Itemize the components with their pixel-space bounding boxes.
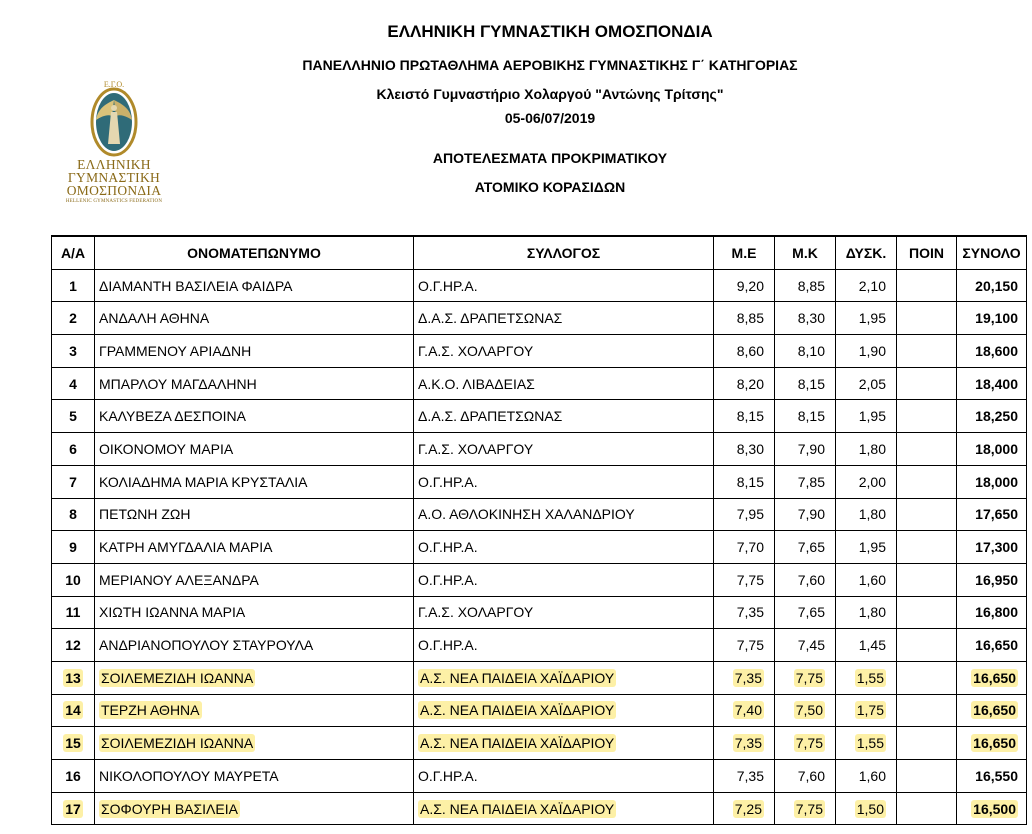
cell-me: [714, 498, 775, 531]
cell-poin-text: [942, 701, 946, 719]
cell-club: [414, 465, 714, 498]
cell-dysk: [836, 629, 897, 662]
cell-name-text: ΠΕΤΩΝΗ ΖΩΗ: [99, 506, 191, 523]
cell-me-text: 7,35: [734, 669, 762, 686]
cell-me: [714, 367, 775, 400]
cell-me: [714, 335, 775, 368]
cell-total-text: 20,150: [975, 277, 1018, 294]
cell-aa: [52, 661, 95, 694]
cell-dysk-text: 1,95: [858, 539, 886, 556]
cell-aa: [52, 531, 95, 564]
logo-line-2: ΓΥΜΝΑΣΤΙΚΗ: [67, 170, 161, 185]
cell-club: [414, 367, 714, 400]
cell-poin: [897, 629, 957, 662]
cell-me-text: 7,75: [736, 637, 764, 654]
cell-mk: [775, 629, 836, 662]
cell-dysk-text: 1,95: [858, 310, 886, 327]
cell-poin-text: [942, 734, 946, 752]
cell-total-text: 16,500: [973, 800, 1016, 817]
cell-aa-text: 10: [65, 571, 81, 588]
cell-dysk-text: 1,60: [858, 571, 886, 588]
cell-me-text: 7,75: [736, 571, 764, 588]
logo-top-text: Ε.Γ.Ο.: [103, 80, 125, 89]
cell-aa-text: 1: [69, 277, 77, 294]
cell-mk-text: 7,65: [797, 604, 825, 621]
cell-club: [414, 760, 714, 793]
cell-me-text: 7,25: [734, 800, 762, 817]
cell-dysk-text: 2,05: [858, 375, 886, 392]
col-header-mk: Μ.Κ: [775, 236, 836, 269]
cell-mk-text: 7,50: [795, 702, 823, 719]
cell-poin: [897, 596, 957, 629]
cell-poin: [897, 302, 957, 335]
cell-aa-text: 3: [69, 342, 77, 359]
cell-total-text: 17,650: [975, 506, 1018, 523]
cell-club-text: Α.Σ. ΝΕΑ ΠΑΙΔΕΙΑ ΧΑΪΔΑΡΙΟΥ: [420, 669, 615, 686]
table-row: [52, 367, 1027, 400]
cell-name: [95, 367, 414, 400]
cell-total-text: 16,650: [973, 735, 1016, 752]
cell-poin: [897, 335, 957, 368]
cell-club: [414, 269, 714, 302]
cell-total: [957, 367, 1027, 400]
cell-club: [414, 563, 714, 596]
cell-name-text: ΚΟΛΙΑΔΗΜΑ ΜΑΡΙΑ ΚΡΥΣΤΑΛΙΑ: [99, 473, 308, 490]
cell-dysk: [836, 335, 897, 368]
cell-total: [957, 335, 1027, 368]
cell-poin: [897, 563, 957, 596]
cell-poin: [897, 727, 957, 760]
cell-me: [714, 694, 775, 727]
cell-me: [714, 792, 775, 825]
cell-aa-text: 9: [69, 539, 77, 556]
cell-mk-text: 7,75: [795, 735, 823, 752]
cell-me: [714, 433, 775, 466]
cell-mk-text: 7,60: [797, 767, 825, 784]
cell-name-text: ΓΡΑΜΜΕΝΟΥ ΑΡΙΑΔΝΗ: [99, 342, 252, 359]
cell-me-text: 8,85: [736, 310, 764, 327]
cell-total-text: 19,100: [975, 310, 1018, 327]
cell-club-text: Γ.Α.Σ. ΧΟΛΑΡΓΟΥ: [418, 440, 534, 457]
cell-club: [414, 792, 714, 825]
cell-total: [957, 694, 1027, 727]
cell-total-text: 16,650: [973, 702, 1016, 719]
cell-name: [95, 302, 414, 335]
cell-name-text: ΣΟΙΛΕΜΕΖΙΔΗ ΙΩΑΝΝΑ: [101, 669, 254, 686]
cell-dysk-text: 2,10: [858, 277, 886, 294]
cell-aa-text: 6: [69, 440, 77, 457]
cell-total: [957, 433, 1027, 466]
cell-dysk: [836, 694, 897, 727]
cell-dysk: [836, 400, 897, 433]
cell-dysk-text: 1,55: [856, 669, 884, 686]
cell-club: [414, 302, 714, 335]
table-row: [52, 694, 1027, 727]
cell-dysk: [836, 596, 897, 629]
table-row: [52, 596, 1027, 629]
cell-club-text: Α.Σ. ΝΕΑ ΠΑΙΔΕΙΑ ΧΑΪΔΑΡΙΟΥ: [420, 735, 615, 752]
cell-club-text: Ο.Γ.ΗΡ.Α.: [418, 637, 478, 654]
cell-total-text: 18,250: [975, 408, 1018, 425]
cell-mk: [775, 433, 836, 466]
cell-dysk: [836, 563, 897, 596]
cell-club-text: Ο.Γ.ΗΡ.Α.: [418, 767, 478, 784]
cell-aa: [52, 596, 95, 629]
cell-club-text: Δ.Α.Σ. ΔΡΑΠΕΤΣΩΝΑΣ: [418, 408, 563, 425]
cell-dysk: [836, 367, 897, 400]
cell-poin: [897, 367, 957, 400]
table-row: [52, 465, 1027, 498]
cell-name-text: ΑΝΔΑΛΗ ΑΘΗΝΑ: [99, 310, 210, 327]
results-table: [51, 235, 1027, 825]
cell-aa-text: 4: [69, 375, 77, 392]
cell-club: [414, 335, 714, 368]
cell-aa: [52, 629, 95, 662]
cell-mk: [775, 465, 836, 498]
cell-me-text: 9,20: [736, 277, 764, 294]
cell-mk: [775, 302, 836, 335]
cell-total: [957, 400, 1027, 433]
cell-name-text: ΔΙΑΜΑΝΤΗ ΒΑΣΙΛΕΙΑ ΦΑΙΔΡΑ: [99, 277, 293, 294]
federation-logo: [62, 78, 166, 208]
cell-aa: [52, 367, 95, 400]
cell-total-text: 16,550: [975, 767, 1018, 784]
cell-me: [714, 596, 775, 629]
cell-total: [957, 629, 1027, 662]
cell-club-text: Ο.Γ.ΗΡ.Α.: [418, 571, 478, 588]
cell-aa-text: 11: [65, 604, 81, 621]
cell-poin: [897, 498, 957, 531]
cell-total-text: 18,000: [975, 473, 1018, 490]
col-header-name: ΟΝΟΜΑΤΕΠΩΝΥΜΟ: [95, 236, 414, 269]
table-row: [52, 792, 1027, 825]
cell-total-text: 16,800: [975, 604, 1018, 621]
results-title: ΑΠΟΤΕΛΕΣΜΑΤΑ ΠΡΟΚΡΙΜΑΤΙΚΟΥ: [432, 150, 668, 166]
logo-line-3: ΟΜΟΣΠΟΝΔΙΑ: [66, 183, 162, 198]
cell-dysk: [836, 792, 897, 825]
cell-poin: [897, 792, 957, 825]
cell-name: [95, 727, 414, 760]
cell-mk: [775, 269, 836, 302]
col-header-me: Μ.Ε: [714, 236, 775, 269]
cell-dysk-text: 1,80: [858, 440, 886, 457]
cell-club: [414, 661, 714, 694]
cell-total: [957, 792, 1027, 825]
cell-me: [714, 661, 775, 694]
cell-poin: [897, 760, 957, 793]
cell-me: [714, 269, 775, 302]
cell-me-text: 8,15: [736, 473, 764, 490]
cell-mk: [775, 661, 836, 694]
cell-poin: [897, 531, 957, 564]
cell-dysk-text: 1,50: [856, 800, 884, 817]
cell-mk-text: 7,85: [797, 473, 825, 490]
cell-me-text: 8,15: [736, 408, 764, 425]
cell-mk-text: 7,90: [797, 440, 825, 457]
cell-poin: [897, 465, 957, 498]
cell-name: [95, 531, 414, 564]
col-header-total: ΣΥΝΟΛΟ: [957, 236, 1027, 269]
cell-name: [95, 498, 414, 531]
cell-dysk-text: 1,45: [858, 637, 886, 654]
cell-mk-text: 7,75: [795, 669, 823, 686]
cell-mk-text: 7,60: [797, 571, 825, 588]
cell-club: [414, 433, 714, 466]
cell-dysk: [836, 727, 897, 760]
col-header-aa: Α/Α: [52, 236, 95, 269]
cell-me: [714, 465, 775, 498]
championship-title: ΠΑΝΕΛΛΗΝΙΟ ΠΡΩΤΑΘΛΗΜΑ ΑΕΡΟΒΙΚΗΣ ΓΥΜΝΑΣΤΙΚΗΣ Γ΄ ΚΑΤΗΓΟΡΙΑΣ: [302, 57, 798, 73]
cell-total-text: 16,650: [975, 637, 1018, 654]
cell-name-text: ΟΙΚΟΝΟΜΟΥ ΜΑΡΙΑ: [99, 440, 234, 457]
cell-aa-text: 2: [69, 310, 77, 327]
cell-poin: [897, 269, 957, 302]
cell-me-text: 7,40: [734, 702, 762, 719]
cell-dysk-text: 1,90: [858, 342, 886, 359]
cell-name-text: ΚΑΤΡΗ ΑΜΥΓΔΑΛΙΑ ΜΑΡΙΑ: [99, 539, 273, 556]
cell-club: [414, 629, 714, 662]
cell-name-text: ΣΟΙΛΕΜΕΖΙΔΗ ΙΩΑΝΝΑ: [101, 735, 254, 752]
cell-poin-text: [942, 800, 946, 818]
cell-me: [714, 302, 775, 335]
cell-club-text: Γ.Α.Σ. ΧΟΛΑΡΓΟΥ: [418, 604, 534, 621]
cell-mk-text: 7,75: [795, 800, 823, 817]
cell-mk-text: 8,30: [797, 310, 825, 327]
cell-me-text: 7,95: [736, 506, 764, 523]
table-row: [52, 760, 1027, 793]
cell-name: [95, 661, 414, 694]
federation-title: ΕΛΛΗΝΙΚΗ ΓΥΜΝΑΣΤΙΚΗ ΟΜΟΣΠΟΝΔΙΑ: [387, 22, 713, 41]
cell-poin-text: [942, 669, 946, 687]
cell-name-text: ΜΕΡΙΑΝΟΥ ΑΛΕΞΑΝΔΡΑ: [99, 571, 259, 588]
event-date: 05-06/07/2019: [504, 110, 596, 126]
cell-total: [957, 465, 1027, 498]
cell-mk: [775, 694, 836, 727]
table-header-row: [52, 236, 1027, 269]
cell-name-text: ΑΝΔΡΙΑΝΟΠΟΥΛΟΥ ΣΤΑΥΡΟΥΛΑ: [99, 637, 314, 654]
cell-aa-text: 16: [65, 767, 81, 784]
cell-me-text: 7,70: [736, 539, 764, 556]
cell-dysk: [836, 760, 897, 793]
cell-name: [95, 596, 414, 629]
cell-dysk-text: 1,80: [858, 506, 886, 523]
cell-dysk: [836, 302, 897, 335]
cell-club: [414, 400, 714, 433]
cell-name: [95, 563, 414, 596]
cell-dysk-text: 1,55: [856, 735, 884, 752]
table-row: [52, 531, 1027, 564]
cell-dysk-text: 1,75: [856, 702, 884, 719]
cell-total: [957, 727, 1027, 760]
cell-aa: [52, 498, 95, 531]
cell-mk-text: 7,65: [797, 539, 825, 556]
cell-me: [714, 760, 775, 793]
cell-club: [414, 727, 714, 760]
cell-club: [414, 531, 714, 564]
cell-mk-text: 8,85: [797, 277, 825, 294]
cell-aa: [52, 465, 95, 498]
cell-club-text: Α.Ο. ΑΘΛΟΚΙΝΗΣΗ ΧΑΛΑΝΔΡΙΟΥ: [418, 506, 635, 523]
cell-mk-text: 7,90: [797, 506, 825, 523]
cell-dysk: [836, 433, 897, 466]
col-header-poin: ΠΟΙΝ: [897, 236, 957, 269]
cell-dysk: [836, 661, 897, 694]
cell-mk-text: 8,15: [797, 408, 825, 425]
cell-aa: [52, 694, 95, 727]
table-row: [52, 498, 1027, 531]
logo-english-text: HELLENIC GYMNASTICS FEDERATION: [65, 199, 163, 204]
cell-aa: [52, 727, 95, 760]
cell-club-text: Ο.Γ.ΗΡ.Α.: [418, 539, 478, 556]
cell-me: [714, 531, 775, 564]
cell-club-text: Α.Κ.Ο. ΛΙΒΑΔΕΙΑΣ: [418, 375, 535, 392]
cell-dysk: [836, 269, 897, 302]
cell-aa: [52, 433, 95, 466]
category-title: ΑΤΟΜΙΚΟ ΚΟΡΑΣΙΔΩΝ: [474, 179, 626, 195]
cell-total-text: 16,650: [973, 669, 1016, 686]
cell-me-text: 8,20: [736, 375, 764, 392]
cell-me: [714, 563, 775, 596]
table-row: [52, 629, 1027, 662]
cell-name: [95, 694, 414, 727]
cell-aa: [52, 400, 95, 433]
cell-name: [95, 465, 414, 498]
cell-club-text: Α.Σ. ΝΕΑ ΠΑΙΔΕΙΑ ΧΑΪΔΑΡΙΟΥ: [420, 800, 615, 817]
cell-name-text: ΜΠΑΡΛΟΥ ΜΑΓΔΑΛΗΝΗ: [99, 375, 257, 392]
cell-dysk: [836, 465, 897, 498]
cell-poin: [897, 400, 957, 433]
cell-mk-text: 8,15: [797, 375, 825, 392]
cell-aa: [52, 760, 95, 793]
cell-name: [95, 400, 414, 433]
cell-mk: [775, 563, 836, 596]
cell-me-text: 7,35: [736, 767, 764, 784]
cell-name-text: ΝΙΚΟΛΟΠΟΥΛΟΥ ΜΑΥΡΕΤΑ: [99, 767, 279, 784]
cell-total-text: 18,000: [975, 440, 1018, 457]
cell-name-text: ΤΕΡΖΗ ΑΘΗΝΑ: [101, 702, 200, 719]
cell-mk: [775, 792, 836, 825]
cell-name-text: ΧΙΩΤΗ ΙΩΑΝΝΑ ΜΑΡΙΑ: [99, 604, 246, 621]
cell-mk: [775, 727, 836, 760]
cell-total: [957, 302, 1027, 335]
table-row: [52, 335, 1027, 368]
cell-me-text: 8,60: [736, 342, 764, 359]
cell-total: [957, 498, 1027, 531]
cell-club-text: Ο.Γ.ΗΡ.Α.: [418, 473, 478, 490]
cell-total: [957, 269, 1027, 302]
cell-dysk: [836, 531, 897, 564]
cell-name: [95, 760, 414, 793]
cell-mk: [775, 760, 836, 793]
cell-mk: [775, 335, 836, 368]
cell-dysk: [836, 498, 897, 531]
cell-club: [414, 694, 714, 727]
cell-poin: [897, 433, 957, 466]
cell-aa-text: 14: [65, 702, 81, 719]
cell-dysk-text: 1,80: [858, 604, 886, 621]
cell-name: [95, 629, 414, 662]
cell-total-text: 18,600: [975, 342, 1018, 359]
table-row: [52, 661, 1027, 694]
cell-total: [957, 760, 1027, 793]
cell-aa: [52, 335, 95, 368]
cell-name: [95, 433, 414, 466]
cell-total: [957, 531, 1027, 564]
cell-poin: [897, 694, 957, 727]
cell-aa-text: 8: [69, 506, 77, 523]
cell-club-text: Δ.Α.Σ. ΔΡΑΠΕΤΣΩΝΑΣ: [418, 310, 563, 327]
cell-aa-text: 5: [69, 408, 77, 425]
table-row: [52, 269, 1027, 302]
cell-me-text: 7,35: [734, 735, 762, 752]
cell-name: [95, 335, 414, 368]
cell-club-text: Α.Σ. ΝΕΑ ΠΑΙΔΕΙΑ ΧΑΪΔΑΡΙΟΥ: [420, 702, 615, 719]
table-row: [52, 400, 1027, 433]
table-row: [52, 302, 1027, 335]
cell-club-text: Ο.Γ.ΗΡ.Α.: [418, 277, 478, 294]
cell-poin: [897, 661, 957, 694]
cell-club-text: Γ.Α.Σ. ΧΟΛΑΡΓΟΥ: [418, 342, 534, 359]
cell-total: [957, 661, 1027, 694]
cell-dysk-text: 1,95: [858, 408, 886, 425]
cell-mk-text: 7,45: [797, 637, 825, 654]
cell-mk: [775, 596, 836, 629]
cell-total-text: 16,950: [975, 571, 1018, 588]
cell-aa-text: 12: [65, 637, 81, 654]
cell-total: [957, 563, 1027, 596]
venue-line: Κλειστό Γυμναστήριο Χολαργού "Αντώνης Τρίτσης": [376, 86, 724, 102]
col-header-dysk: ΔΥΣΚ.: [836, 236, 897, 269]
cell-aa-text: 13: [65, 669, 81, 686]
cell-aa: [52, 792, 95, 825]
cell-dysk-text: 1,60: [858, 767, 886, 784]
cell-mk: [775, 367, 836, 400]
cell-total-text: 18,400: [975, 375, 1018, 392]
cell-mk-text: 8,10: [797, 342, 825, 359]
cell-name: [95, 792, 414, 825]
cell-aa: [52, 269, 95, 302]
cell-name-text: ΣΟΦΟΥΡΗ ΒΑΣΙΛΕΙΑ: [101, 800, 238, 817]
cell-me-text: 8,30: [736, 440, 764, 457]
table-row: [52, 433, 1027, 466]
table-row: [52, 727, 1027, 760]
cell-dysk-text: 2,00: [858, 473, 886, 490]
cell-aa-text: 17: [65, 800, 81, 817]
cell-mk: [775, 400, 836, 433]
cell-me: [714, 727, 775, 760]
cell-mk: [775, 531, 836, 564]
cell-club: [414, 596, 714, 629]
cell-mk: [775, 498, 836, 531]
cell-club: [414, 498, 714, 531]
cell-name-text: ΚΑΛΥΒΕΖΑ ΔΕΣΠΟΙΝΑ: [99, 408, 246, 425]
cell-aa-text: 7: [69, 473, 77, 490]
cell-total-text: 17,300: [975, 539, 1018, 556]
cell-total: [957, 596, 1027, 629]
col-header-club: ΣΥΛΛΟΓΟΣ: [414, 236, 714, 269]
winged-victory-statue-icon: [84, 78, 144, 158]
cell-aa: [52, 302, 95, 335]
logo-line-1: ΕΛΛΗΝΙΚΗ: [77, 157, 151, 172]
cell-aa: [52, 563, 95, 596]
cell-me-text: 7,35: [736, 604, 764, 621]
cell-name: [95, 269, 414, 302]
table-row: [52, 563, 1027, 596]
cell-me: [714, 629, 775, 662]
cell-me: [714, 400, 775, 433]
cell-aa-text: 15: [65, 735, 81, 752]
